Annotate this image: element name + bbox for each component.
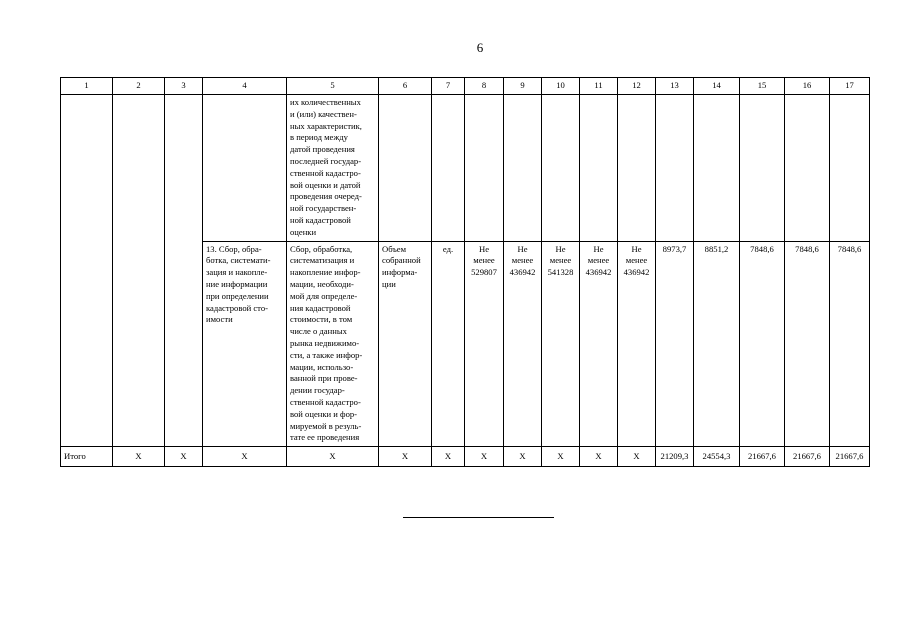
header-cell: 5 — [287, 78, 379, 95]
funding-value: 7848,6 — [785, 241, 830, 447]
indicator-name: Объем собранной информа- ции — [379, 241, 432, 447]
total-cell: 24554,3 — [694, 447, 740, 467]
header-row — [61, 78, 870, 95]
total-cell: Х — [465, 447, 504, 467]
table-cell-empty — [830, 95, 870, 242]
funding-value: 8973,7 — [656, 241, 694, 447]
header-cell: 10 — [542, 78, 580, 95]
total-cell: Х — [580, 447, 618, 467]
header-cell: 11 — [580, 78, 618, 95]
table-cell-empty — [432, 95, 465, 242]
table-cell-empty — [740, 95, 785, 242]
total-cell: 21667,6 — [830, 447, 870, 467]
page-number: 6 — [476, 40, 484, 55]
target-value: Не менее 541328 — [542, 241, 580, 447]
event-name: 13. Сбор, обра- ботка, системати- зация и накопле- ние информации при определении кадастровой сто- имости — [203, 241, 287, 447]
funding-value: 7848,6 — [740, 241, 785, 447]
header-cell: 2 — [113, 78, 165, 95]
end-of-document-line — [403, 517, 554, 518]
funding-value: 8851,2 — [694, 241, 740, 447]
table-cell-empty — [113, 95, 165, 447]
total-cell: Х — [287, 447, 379, 467]
unit-of-measure: ед. — [432, 241, 465, 447]
header-cell: 14 — [694, 78, 740, 95]
table-cell-empty — [580, 95, 618, 242]
target-value: Не менее 436942 — [504, 241, 542, 447]
header-cell: 12 — [618, 78, 656, 95]
table-cell-empty — [165, 95, 203, 447]
table-cell-empty — [504, 95, 542, 242]
header-cell: 16 — [785, 78, 830, 95]
total-cell: Х — [542, 447, 580, 467]
header-cell: 6 — [379, 78, 432, 95]
table-cell-empty — [203, 95, 287, 242]
header-cell: 1 — [61, 78, 113, 95]
target-value: Не менее 436942 — [580, 241, 618, 447]
target-value: Не менее 529807 — [465, 241, 504, 447]
table-cell-empty — [465, 95, 504, 242]
header-cell: 13 — [656, 78, 694, 95]
total-label: Итого — [61, 447, 113, 467]
indicator-description: Сбор, обработка, систематизация и накопление инфор- мации, необходи- мой для определе- ния кадастровой стоимости, в том числе о данных рынка недвижимо- сти, а также инфор- мации, использо- ванной при прове- дении государ- ственной кадастро- вой оценки и фор- мируемой в резуль- тате ее проведения — [287, 241, 379, 447]
table-cell-empty — [694, 95, 740, 242]
header-cell: 8 — [465, 78, 504, 95]
total-cell: 21667,6 — [785, 447, 830, 467]
header-cell: 15 — [740, 78, 785, 95]
indicator-description-continued: их количественных и (или) качествен- ных характеристик, в период между датой проведения последней государ- ственной кадастро- вой оценки и датой проведения очеред- ной государствен- ной кадастровой оценки — [287, 95, 379, 242]
header-cell: 9 — [504, 78, 542, 95]
table-cell-empty — [379, 95, 432, 242]
total-cell: 21667,6 — [740, 447, 785, 467]
total-cell: Х — [203, 447, 287, 467]
table-cell-empty — [785, 95, 830, 242]
table-cell-empty — [61, 95, 113, 447]
target-value: Не менее 436942 — [618, 241, 656, 447]
table-row-total — [61, 447, 870, 467]
table-cell-empty — [656, 95, 694, 242]
header-cell: 4 — [203, 78, 287, 95]
total-cell: Х — [113, 447, 165, 467]
table-cell-empty — [618, 95, 656, 242]
funding-value: 7848,6 — [830, 241, 870, 447]
total-cell: Х — [432, 447, 465, 467]
header-cell: 7 — [432, 78, 465, 95]
total-cell: 21209,3 — [656, 447, 694, 467]
table-row-continuation — [61, 95, 870, 242]
total-cell: Х — [379, 447, 432, 467]
table-cell-empty — [542, 95, 580, 242]
header-cell: 3 — [165, 78, 203, 95]
header-cell: 17 — [830, 78, 870, 95]
total-cell: Х — [618, 447, 656, 467]
total-cell: Х — [165, 447, 203, 467]
total-cell: Х — [504, 447, 542, 467]
program-table — [60, 77, 870, 467]
